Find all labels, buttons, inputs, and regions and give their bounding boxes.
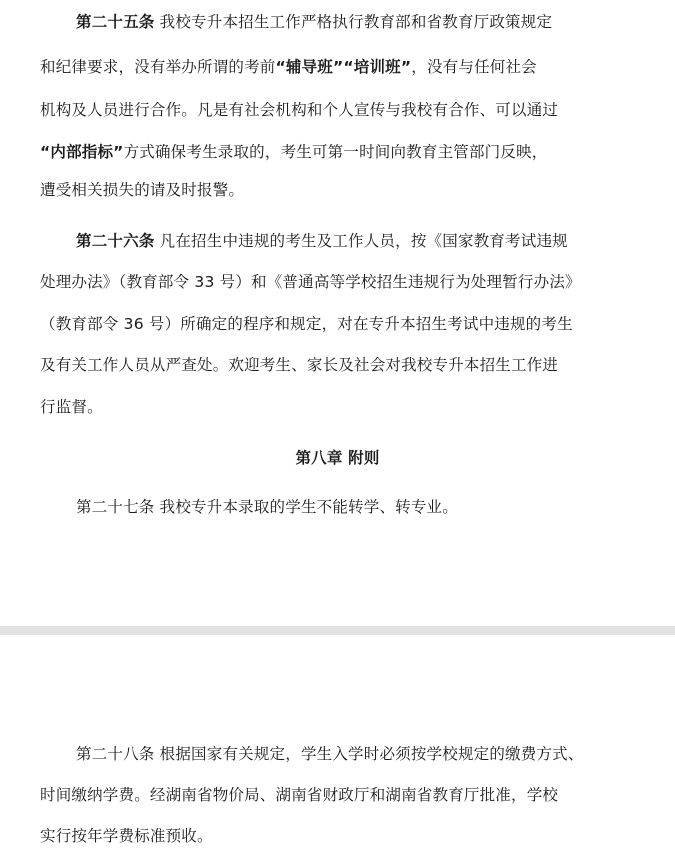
article-28-line-3: 实行按年学费标准预收。 bbox=[40, 827, 213, 845]
article-28-line-1 bbox=[76, 744, 584, 764]
quoted-class-names: “辅导班”“培训班” bbox=[275, 58, 412, 76]
article-26-line-4: 及有关工作人员从严查处。欢迎考生、家长及社会对我校专升本招生工作进 bbox=[40, 356, 559, 374]
article-28-line-2: 时间缴纳学费。经湖南省物价局、湖南省财政厅和湖南省教育厅批准，学校 bbox=[40, 786, 559, 804]
article-28-text: 根据国家有关规定，学生入学时必须按学校规定的缴费方式、 bbox=[159, 745, 584, 763]
article-25-line-4: “内部指标”方式确保考生录取的，考生可第一时间向教育主管部门反映， bbox=[40, 143, 548, 161]
article-25-line-2: 和纪律要求，没有举办所谓的考前“辅导班”“培训班”，没有与任何社会 bbox=[40, 58, 537, 76]
quoted-internal-quota: “内部指标” bbox=[40, 143, 124, 161]
article-26-line-5: 行监督。 bbox=[40, 398, 103, 416]
article-26-heading: 第二十六条 bbox=[76, 232, 155, 250]
article-25-heading: 第二十五条 bbox=[76, 13, 155, 31]
article-25-text: 我校专升本招生工作严格执行教育部和省教育厅政策规定 bbox=[159, 13, 553, 31]
article-25-line-5: 遭受相关损失的请及时报警。 bbox=[40, 181, 245, 199]
article-27-line-1 bbox=[76, 497, 458, 517]
article-25-line-1 bbox=[76, 12, 552, 32]
article-26-text: 凡在招生中违规的考生及工作人员，按《国家教育考试违规 bbox=[159, 232, 568, 250]
article-26-line-1 bbox=[76, 231, 568, 251]
chapter-8-heading: 第八章 附则 bbox=[295, 449, 380, 467]
page-separator bbox=[0, 626, 675, 635]
article-27-heading: 第二十七条 bbox=[76, 498, 155, 516]
document-page-2 bbox=[0, 635, 675, 850]
article-25-line-3: 机构及人员进行合作。凡是有社会机构和个人宣传与我校有合作、可以通过 bbox=[40, 101, 559, 119]
article-26-line-3: （教育部令 36 号）所确定的程序和规定，对在专升本招生考试中违规的考生 bbox=[40, 315, 573, 333]
article-28-heading: 第二十八条 bbox=[76, 745, 155, 763]
article-27-text: 我校专升本录取的学生不能转学、转专业。 bbox=[159, 498, 458, 516]
article-26-line-2: 处理办法》（教育部令 33 号）和《普通高等学校招生违规行为处理暂行办法》 bbox=[40, 273, 581, 291]
